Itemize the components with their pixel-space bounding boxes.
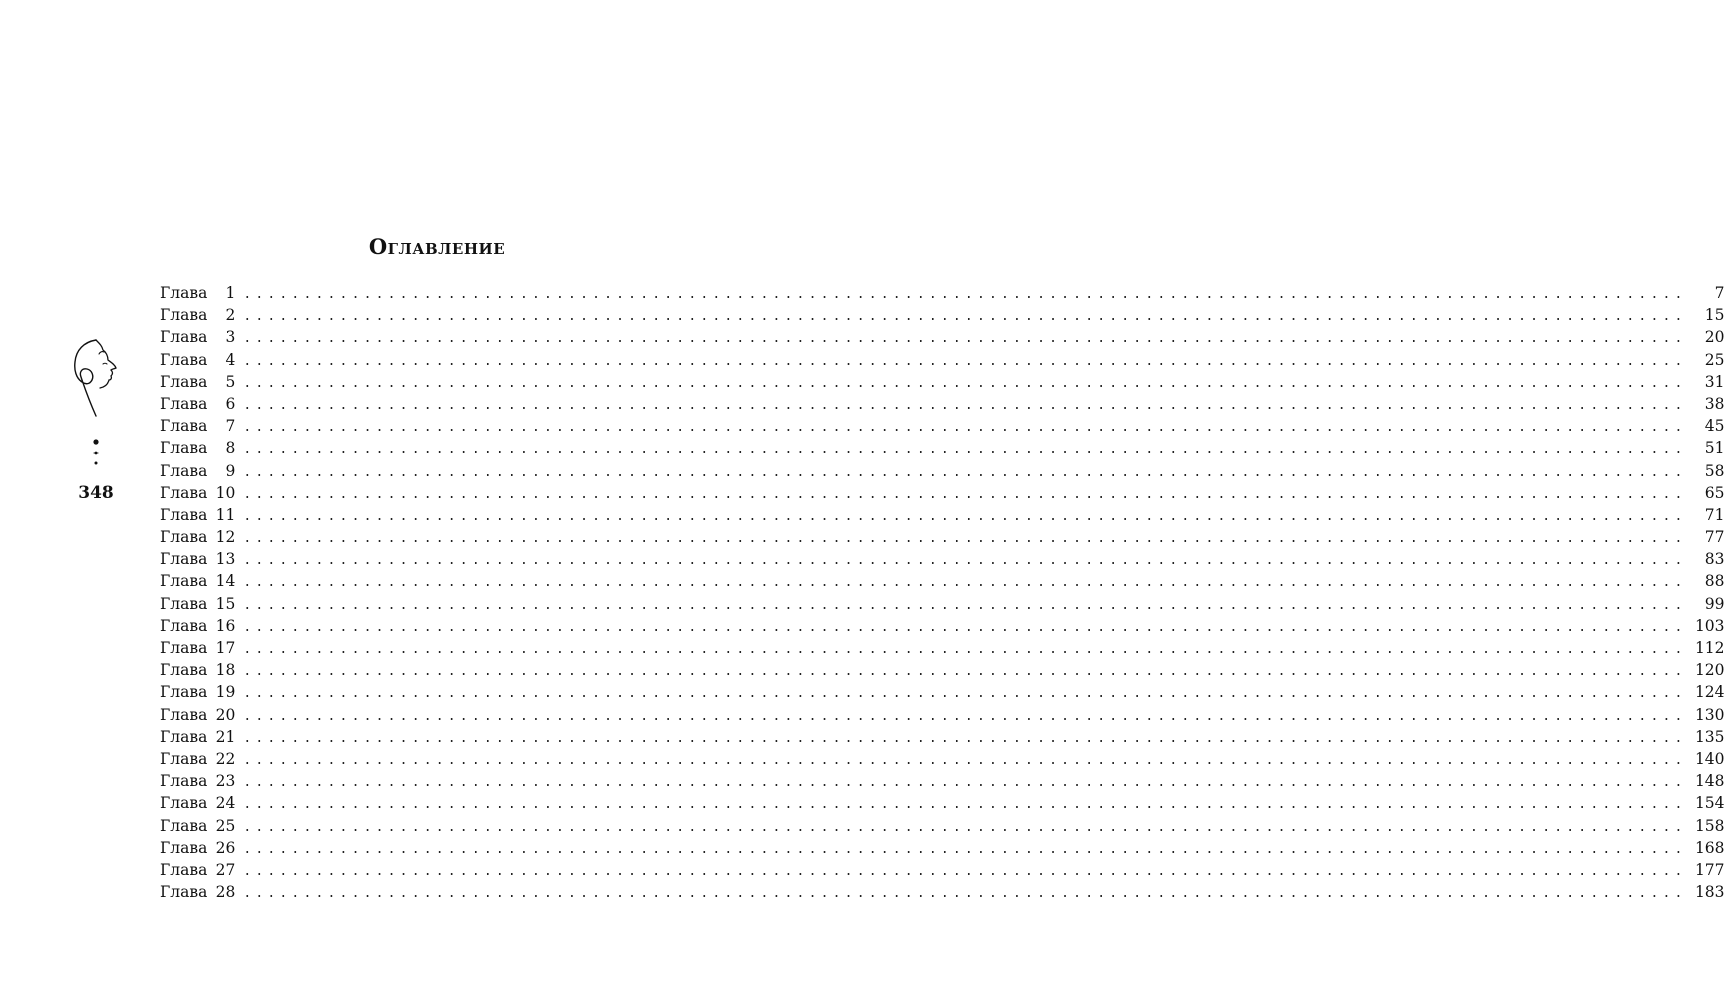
chapter-label <box>160 837 235 859</box>
chapter-page-number: 154 <box>1694 794 1725 813</box>
chapter-number: 12 <box>215 528 236 547</box>
chapter-number: 28 <box>215 883 236 902</box>
toc-entry <box>160 859 1725 881</box>
chapter-page-number: 124 <box>1694 683 1725 702</box>
dot-leader: ........................................................................................................................ <box>243 886 1687 902</box>
chapter-number: 11 <box>215 505 236 524</box>
toc-entry <box>160 726 1725 748</box>
toc-entry <box>160 415 1725 437</box>
dot-leader: ........................................................................................................................ <box>243 464 1687 480</box>
chapter-word: Глава <box>160 461 208 480</box>
dot-leader: ........................................................................................................................ <box>243 730 1687 746</box>
chapter-page-number: 83 <box>1704 550 1725 569</box>
dot-leader: ........................................................................................................................ <box>243 686 1687 702</box>
chapter-number: 17 <box>215 639 236 657</box>
chapter-page-number: 38 <box>1704 394 1725 413</box>
toc-entry <box>160 526 1725 548</box>
chapter-label <box>160 593 235 615</box>
toc-entry <box>160 326 1725 348</box>
chapter-page-number: 158 <box>1694 816 1725 835</box>
chapter-label <box>160 349 235 371</box>
chapter-word: Глава <box>160 727 208 746</box>
chapter-page-number: 135 <box>1694 727 1725 746</box>
toc-entry <box>160 570 1725 592</box>
chapter-page-number: 99 <box>1704 594 1725 613</box>
chapter-number: 22 <box>215 749 236 768</box>
toc-entry <box>160 637 1725 659</box>
dot-leader: ........................................................................................................................ <box>243 797 1687 813</box>
chapter-page-number: 112 <box>1694 639 1725 657</box>
dot-leader: ........................................................................................................................ <box>243 353 1687 369</box>
chapter-word: Глава <box>160 572 208 591</box>
chapter-page-number: 130 <box>1694 705 1725 724</box>
page-number: 348 <box>78 483 114 503</box>
chapter-label <box>160 526 235 548</box>
dot-leader: ........................................................................................................................ <box>243 397 1687 413</box>
dot-leader: ........................................................................................................................ <box>243 309 1687 325</box>
chapter-number: 24 <box>215 794 236 813</box>
dot-leader: ........................................................................................................................ <box>243 508 1687 524</box>
chapter-number: 26 <box>215 838 236 857</box>
dot-leader: ........................................................................................................................ <box>243 531 1687 547</box>
dot-leader: ........................................................................................................................ <box>243 664 1687 680</box>
chapter-label <box>160 482 235 504</box>
chapter-word: Глава <box>160 794 208 813</box>
chapter-label <box>160 282 235 304</box>
chapter-page-number: 31 <box>1704 372 1725 391</box>
table-of-contents <box>160 282 1725 903</box>
toc-entry <box>160 659 1725 681</box>
toc-entry <box>160 548 1725 570</box>
dot-leader: ........................................................................................................................ <box>243 420 1687 436</box>
dot-leader: ........................................................................................................................ <box>243 553 1687 569</box>
chapter-label <box>160 659 235 681</box>
chapter-word: Глава <box>160 661 208 680</box>
chapter-page-number: 51 <box>1704 439 1725 458</box>
dot-leader: ........................................................................................................................ <box>243 287 1687 302</box>
chapter-number: 7 <box>225 417 236 436</box>
toc-entry <box>160 792 1725 814</box>
dot-leader: ........................................................................................................................ <box>243 442 1687 458</box>
chapter-label <box>160 570 235 592</box>
chapter-number: 21 <box>215 727 236 746</box>
toc-entry <box>160 593 1725 615</box>
chapter-number: 14 <box>215 572 236 591</box>
dot-leader: ........................................................................................................................ <box>243 841 1687 857</box>
toc-entry <box>160 615 1725 637</box>
chapter-word: Глава <box>160 883 208 902</box>
dot-leader: ........................................................................................................................ <box>243 819 1687 835</box>
toc-entry <box>160 770 1725 792</box>
chapter-word: Глава <box>160 505 208 524</box>
chapter-word: Глава <box>160 838 208 857</box>
chapter-number: 5 <box>225 372 236 391</box>
chapter-word: Глава <box>160 550 208 569</box>
chapter-word: Глава <box>160 616 208 635</box>
chapter-number: 15 <box>215 594 236 613</box>
chapter-word: Глава <box>160 284 208 302</box>
face-profile-line-art-icon <box>66 336 130 420</box>
toc-entry <box>160 371 1725 393</box>
chapter-word: Глава <box>160 350 208 369</box>
chapter-word: Глава <box>160 816 208 835</box>
chapter-page-number: 58 <box>1704 461 1725 480</box>
chapter-label <box>160 371 235 393</box>
dot-leader: ........................................................................................................................ <box>243 575 1687 591</box>
chapter-word: Глава <box>160 483 208 502</box>
chapter-number: 4 <box>225 350 236 369</box>
dot-leader: ........................................................................................................................ <box>243 752 1687 768</box>
chapter-word: Глава <box>160 594 208 613</box>
toc-entry <box>160 482 1725 504</box>
toc-entry <box>160 393 1725 415</box>
chapter-label <box>160 748 235 770</box>
page-title: Оглавление <box>368 234 506 259</box>
toc-entry <box>160 504 1725 526</box>
chapter-page-number: 177 <box>1694 860 1725 879</box>
chapter-word: Глава <box>160 639 208 657</box>
chapter-label <box>160 460 235 482</box>
chapter-page-number: 25 <box>1704 350 1725 369</box>
chapter-label <box>160 326 235 348</box>
chapter-page-number: 103 <box>1694 616 1725 635</box>
chapter-label <box>160 393 235 415</box>
chapter-word: Глава <box>160 528 208 547</box>
chapter-page-number: 168 <box>1694 838 1725 857</box>
toc-entry <box>160 748 1725 770</box>
chapter-label <box>160 859 235 881</box>
chapter-page-number: 65 <box>1704 483 1725 502</box>
chapter-page-number: 148 <box>1694 772 1725 791</box>
chapter-number: 25 <box>215 816 236 835</box>
chapter-page-number: 88 <box>1704 572 1725 591</box>
chapter-number: 19 <box>215 683 236 702</box>
dot-leader: ........................................................................................................................ <box>243 375 1687 391</box>
chapter-number: 27 <box>215 860 236 879</box>
chapter-label <box>160 415 235 437</box>
chapter-number: 23 <box>215 772 236 791</box>
chapter-label <box>160 770 235 792</box>
chapter-page-number: 7 <box>1714 284 1725 302</box>
chapter-label <box>160 815 235 837</box>
chapter-number: 2 <box>225 306 236 325</box>
chapter-label <box>160 304 235 326</box>
chapter-word: Глава <box>160 439 208 458</box>
chapter-number: 9 <box>225 461 236 480</box>
chapter-page-number: 120 <box>1694 661 1725 680</box>
chapter-label <box>160 881 235 903</box>
chapter-word: Глава <box>160 749 208 768</box>
chapter-page-number: 77 <box>1704 528 1725 547</box>
dot-leader: ........................................................................................................................ <box>243 708 1687 724</box>
dot-leader: ........................................................................................................................ <box>243 775 1687 791</box>
chapter-word: Глава <box>160 705 208 724</box>
toc-entry <box>160 349 1725 371</box>
toc-entry <box>160 881 1725 903</box>
chapter-label <box>160 504 235 526</box>
toc-entry <box>160 681 1725 703</box>
chapter-number: 20 <box>215 705 236 724</box>
chapter-number: 10 <box>215 483 236 502</box>
chapter-word: Глава <box>160 306 208 325</box>
chapter-word: Глава <box>160 417 208 436</box>
toc-entry <box>160 837 1725 859</box>
chapter-page-number: 20 <box>1704 328 1725 347</box>
chapter-number: 6 <box>225 394 236 413</box>
toc-entry <box>160 282 1725 304</box>
chapter-label <box>160 615 235 637</box>
chapter-page-number: 183 <box>1694 883 1725 902</box>
toc-entry <box>160 437 1725 459</box>
dot-leader: ........................................................................................................................ <box>243 642 1687 657</box>
chapter-label <box>160 548 235 570</box>
dot-leader: ........................................................................................................................ <box>243 486 1687 502</box>
chapter-label <box>160 637 235 659</box>
chapter-word: Глава <box>160 772 208 791</box>
chapter-number: 16 <box>215 616 236 635</box>
dot-leader: ........................................................................................................................ <box>243 619 1687 635</box>
toc-entry <box>160 704 1725 726</box>
chapter-word: Глава <box>160 683 208 702</box>
chapter-word: Глава <box>160 860 208 879</box>
toc-entry <box>160 815 1725 837</box>
chapter-label <box>160 681 235 703</box>
toc-entry <box>160 460 1725 482</box>
chapter-label <box>160 726 235 748</box>
chapter-word: Глава <box>160 372 208 391</box>
chapter-page-number: 140 <box>1694 749 1725 768</box>
chapter-number: 1 <box>225 284 236 302</box>
chapter-page-number: 71 <box>1704 505 1725 524</box>
dot-ornament-icon <box>88 436 104 468</box>
dot-leader: ........................................................................................................................ <box>243 597 1687 613</box>
toc-entry <box>160 304 1725 326</box>
dot-leader: ........................................................................................................................ <box>243 331 1687 347</box>
chapter-label <box>160 704 235 726</box>
dot-leader: ........................................................................................................................ <box>243 863 1687 879</box>
chapter-number: 13 <box>215 550 236 569</box>
chapter-word: Глава <box>160 394 208 413</box>
chapter-label <box>160 437 235 459</box>
chapter-number: 3 <box>225 328 236 347</box>
chapter-page-number: 15 <box>1704 306 1725 325</box>
chapter-page-number: 45 <box>1704 417 1725 436</box>
chapter-word: Глава <box>160 328 208 347</box>
chapter-number: 8 <box>225 439 236 458</box>
chapter-label <box>160 792 235 814</box>
chapter-number: 18 <box>215 661 236 680</box>
